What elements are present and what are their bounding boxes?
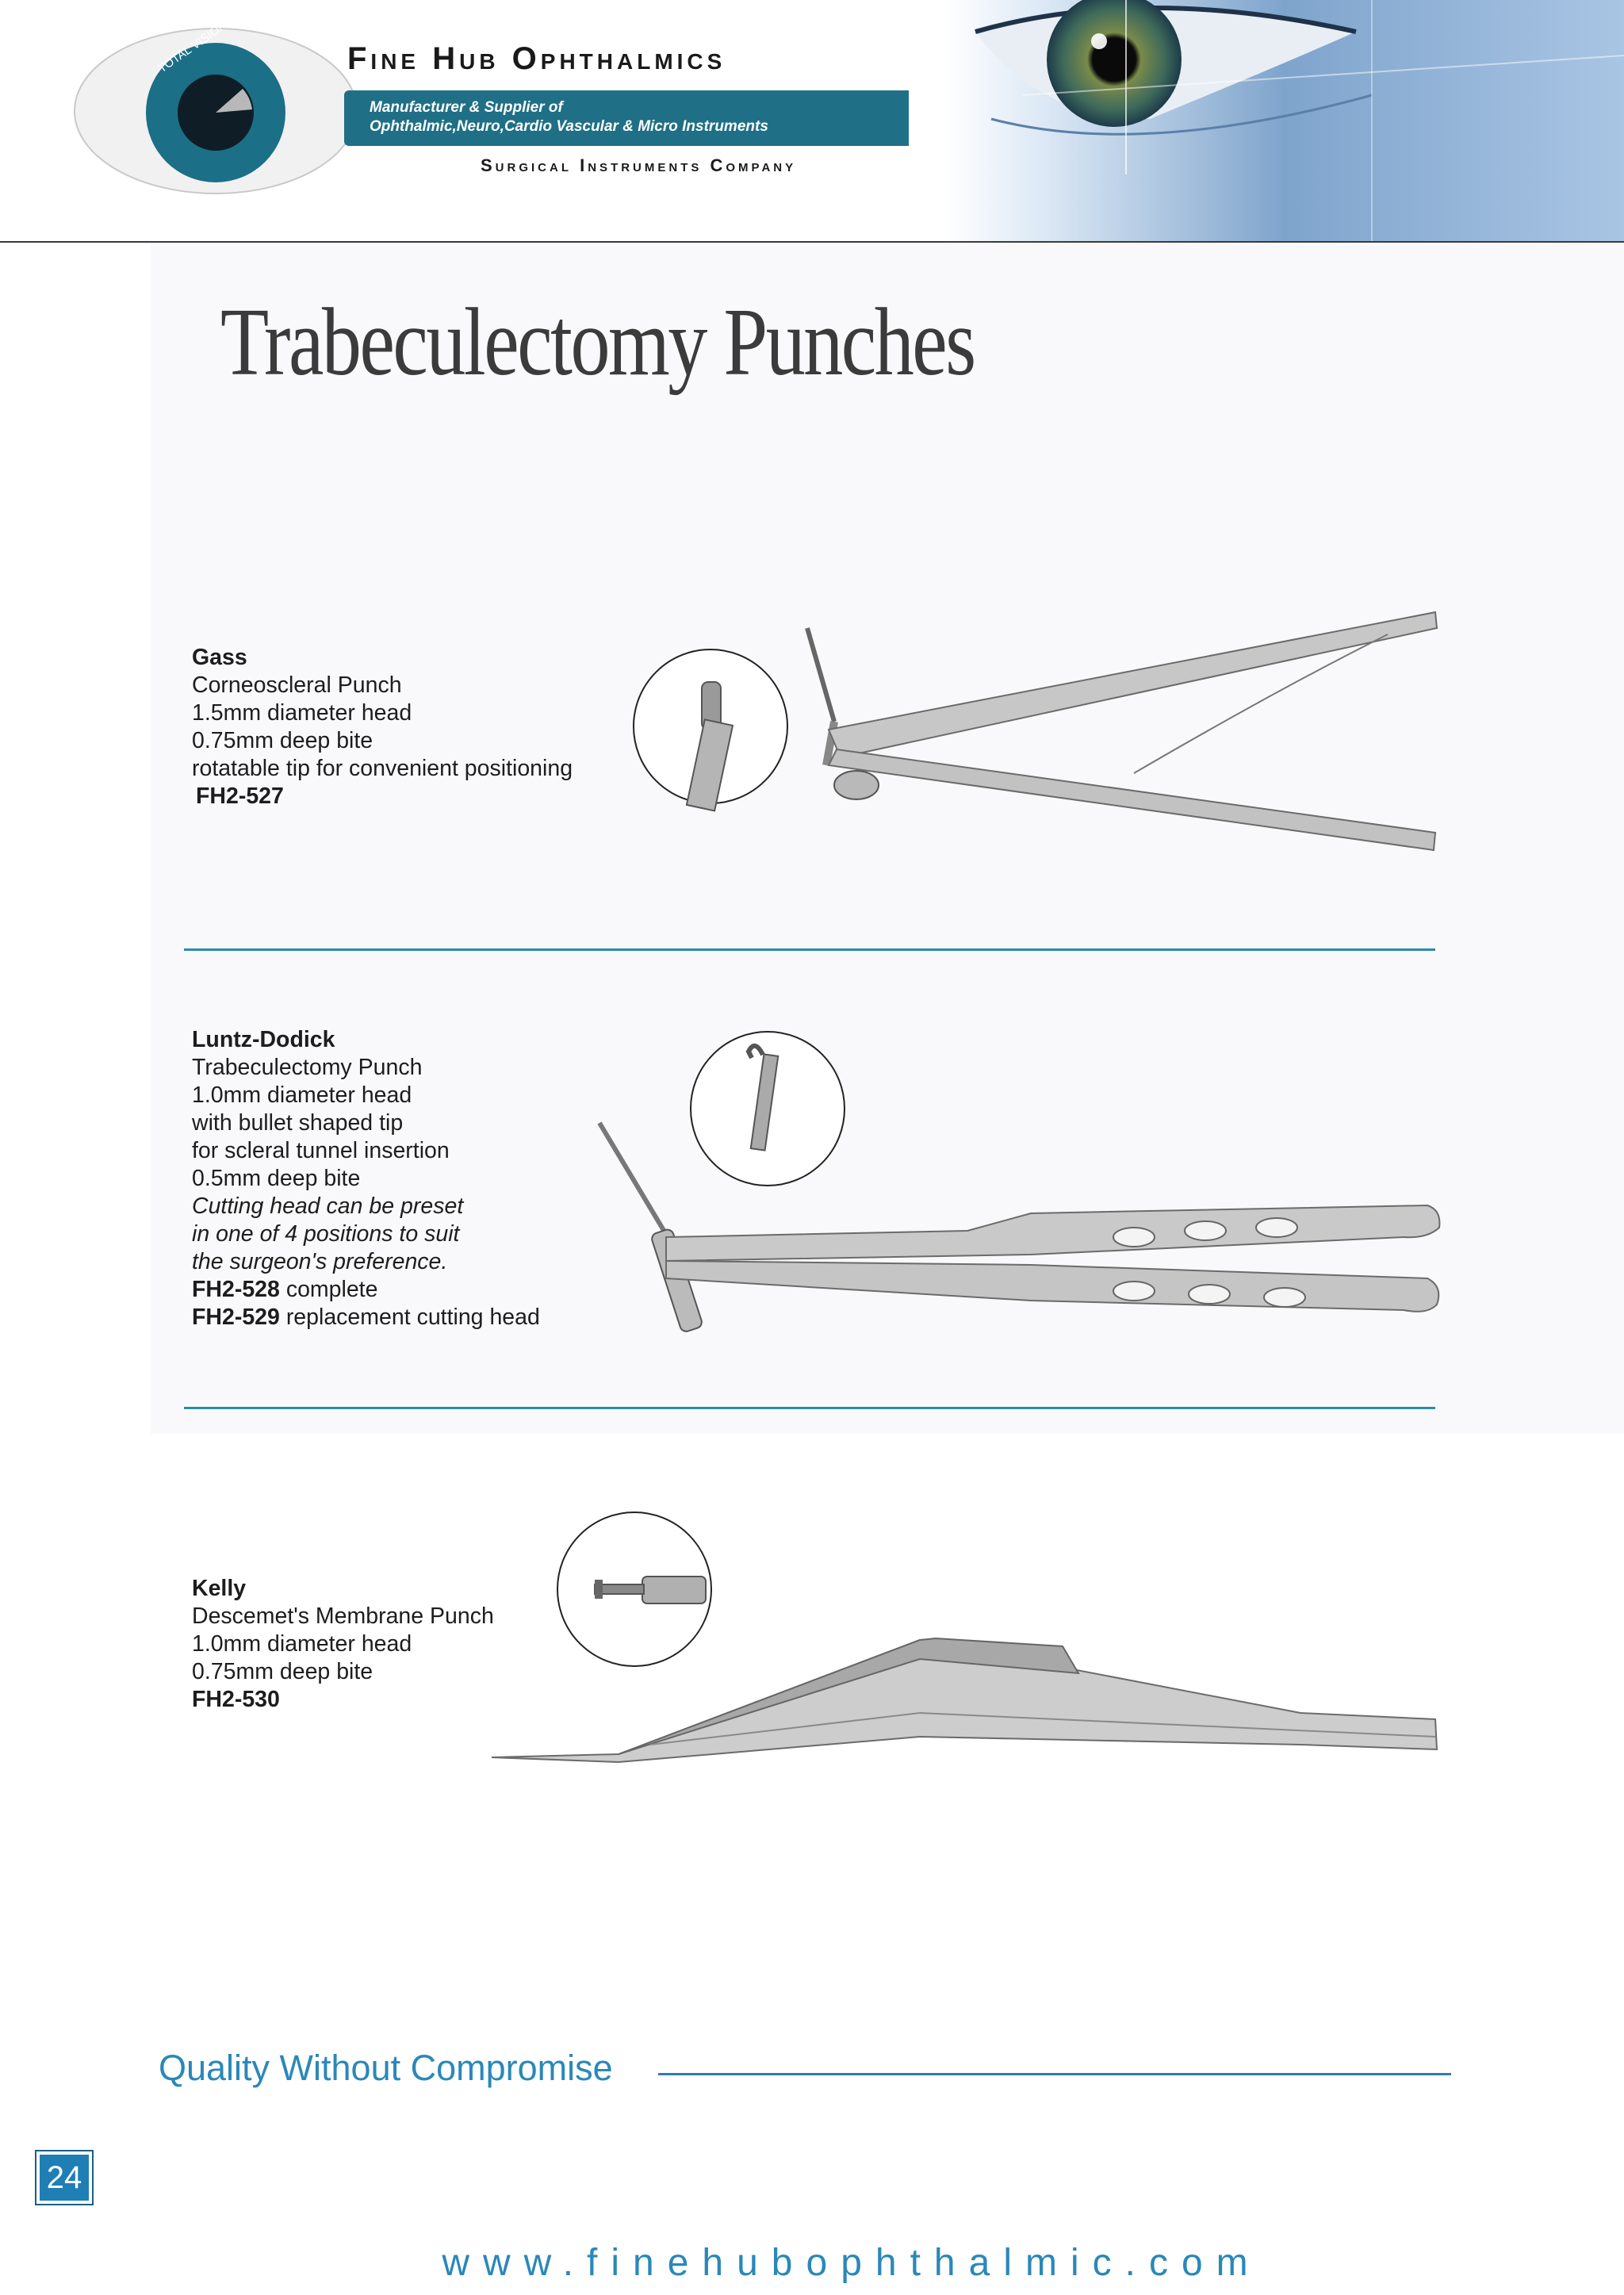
product-note: in one of 4 positions to suit [192, 1221, 460, 1247]
page-number-badge [35, 2150, 94, 2205]
product-code: FH2-530 [192, 1687, 280, 1712]
section-divider [184, 1407, 1435, 1409]
product-line: Descemet's Membrane Punch [192, 1603, 494, 1629]
page-number: 24 [40, 2155, 89, 2201]
product-line: 0.75mm deep bite [192, 728, 373, 753]
product-name: Kelly [192, 1576, 247, 1601]
brand-name: Fine Hub Ophthalmics [347, 41, 726, 76]
product-line: 1.0mm diameter head [192, 1082, 412, 1108]
product-code: FH2-529 [192, 1305, 280, 1330]
product-luntz-dodick [192, 1026, 540, 1331]
tagline-banner [344, 90, 909, 146]
product-name: Luntz-Dodick [192, 1027, 335, 1052]
gass-punch-image [626, 603, 1443, 856]
product-code-desc: complete [285, 1277, 378, 1302]
luntz-dodick-punch-image [587, 1023, 1443, 1340]
website-link[interactable]: www.finehubophthalmic.com [442, 2242, 1262, 2284]
product-note: Cutting head can be preset [192, 1193, 464, 1219]
product-code-row [192, 1276, 540, 1304]
header-rule [0, 241, 1624, 243]
product-line: Corneoscleral Punch [192, 672, 402, 698]
company-subtitle: Surgical Instruments Company [481, 155, 797, 175]
product-kelly [192, 1575, 494, 1714]
product-note: the surgeon's preference. [192, 1249, 448, 1274]
product-line: with bullet shaped tip [192, 1110, 404, 1136]
product-line: 0.75mm deep bite [192, 1659, 373, 1684]
product-gass [192, 644, 573, 810]
logo-eye-icon [73, 24, 358, 198]
product-code: FH2-528 [192, 1277, 280, 1302]
product-line: 0.5mm deep bite [192, 1166, 361, 1191]
product-line: 1.0mm diameter head [192, 1631, 412, 1657]
page-title: Trabeculectomy Punches [220, 289, 975, 396]
footer-slogan: Quality Without Compromise [159, 2048, 613, 2088]
tagline-line-2: Ophthalmic,Neuro,Cardio Vascular & Micro Instruments [370, 118, 768, 135]
eye-photo [944, 0, 1624, 241]
product-code: FH2-527 [196, 784, 284, 809]
product-line: 1.5mm diameter head [192, 700, 412, 726]
product-code-row [192, 1304, 540, 1331]
tagline-line-1: Manufacturer & Supplier of [370, 99, 563, 116]
footer-rule [658, 2073, 1451, 2075]
product-name: Gass [192, 645, 247, 670]
kelly-punch-image [492, 1507, 1443, 1776]
product-code-desc: replacement cutting head [285, 1305, 540, 1330]
section-divider [184, 948, 1435, 951]
product-line: rotatable tip for convenient positioning [192, 756, 573, 781]
product-line: for scleral tunnel insertion [192, 1138, 450, 1163]
product-line: Trabeculectomy Punch [192, 1055, 423, 1080]
